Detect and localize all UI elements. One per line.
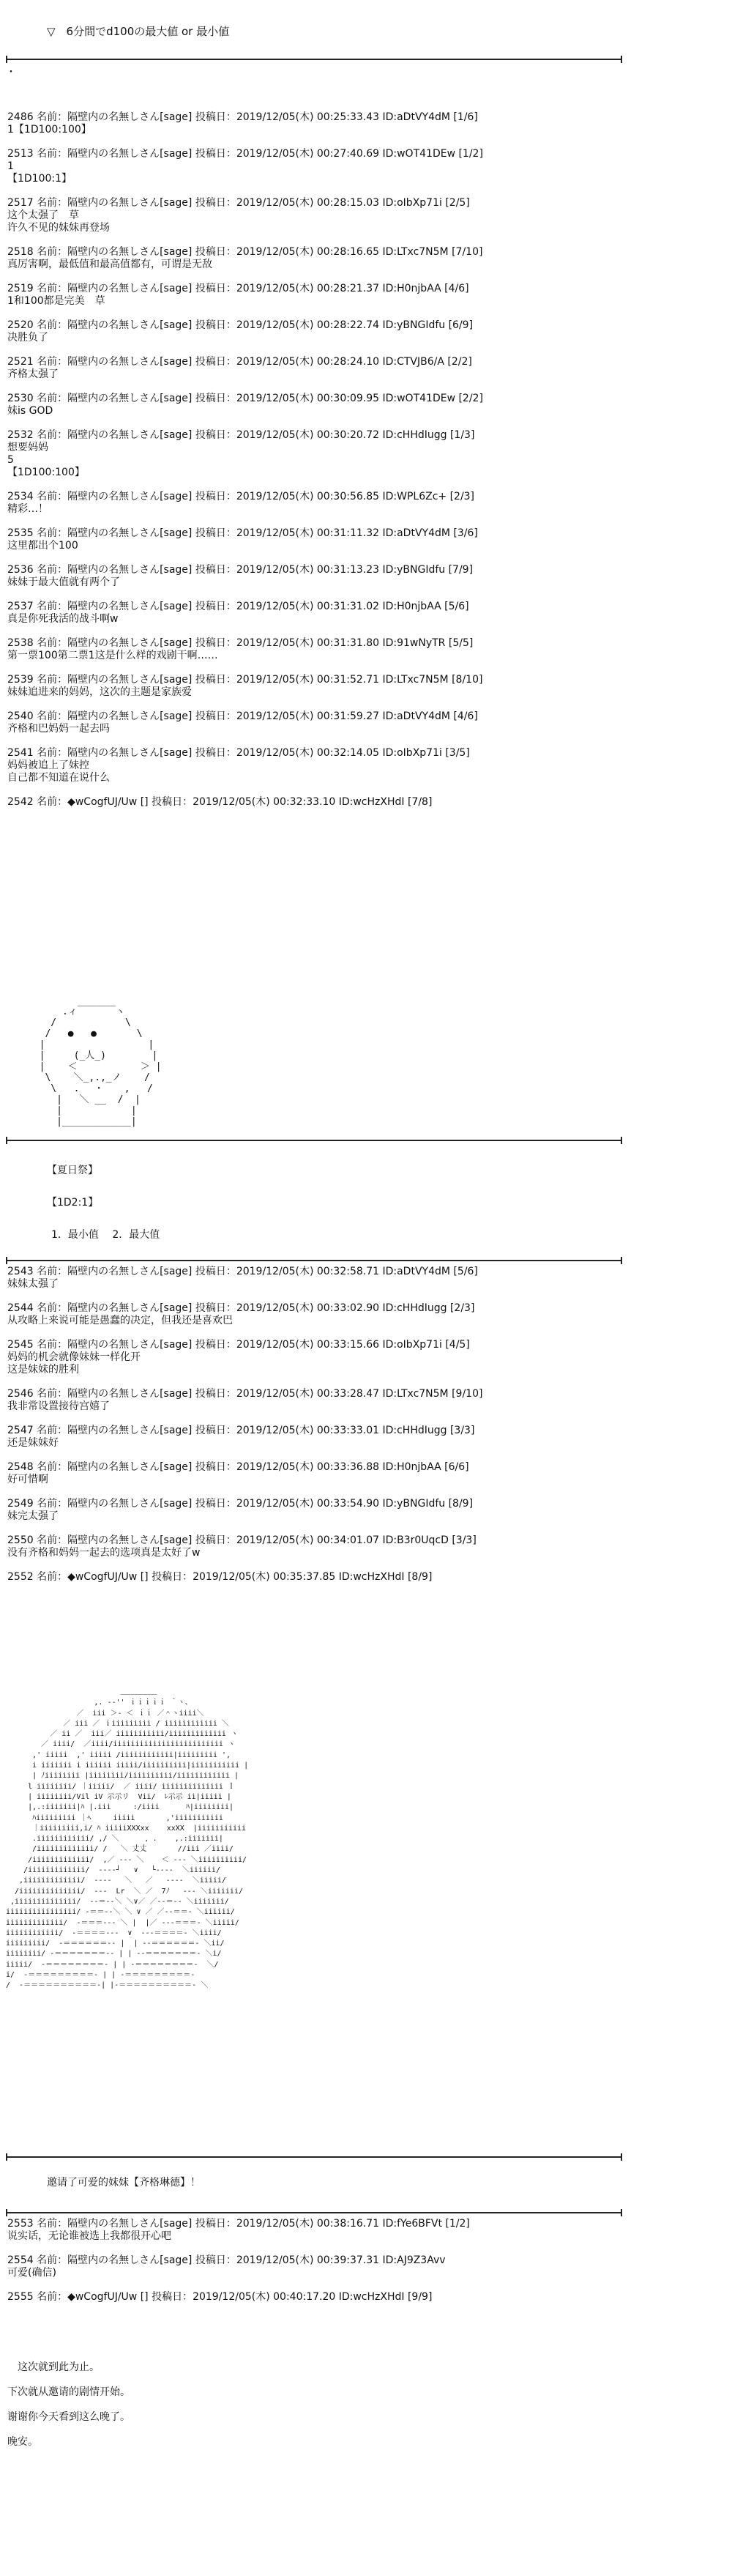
post-header: 2539 名前：隔壁内の名無しさん[sage] 投稿日：2019/12/05(木) 00:31:52.71 ID:LTxc7N5M [8/10] — [7, 674, 483, 686]
post-body-line: 妈妈被追上了妹控 — [7, 760, 89, 771]
post — [7, 491, 732, 516]
post-header: 2519 名前：隔壁内の名無しさん[sage] 投稿日：2019/12/05(木) 00:28:21.37 ID:H0njbAA [4/6] — [7, 283, 469, 294]
character-ascii-art: ＿＿＿＿＿ ,. -‐'' ｉｉｉｉｉ ｀ヽ、 ／ iii ＞‐ ＜ ｉｉ ／＾ヽiiii＼ ／ iii ／ ｉiiiiiiiii / iiiiiiiiiiii ＼ ／ ii ／ iii／ iiiiiiiiiii/iiiiiiiiiiiii ヽ ／ iiii/ ／iiii/iiiiiiiiiiiiiiiiiiiiiiiii ヽ ,' iiiii ,' iiiii /iiiiiiiiiiii|iiiiiiiii ', i iiiiiii i iiiiii iiiii/iiiiiiiiii|iiiiiiiiiii | | ﾉiiiiiiii |iiiiiiii/iiiiiiiiii/iiiiiiiiiiii | l iiiiiiii/ ｜iiiii/ ／ iiii/ iiiiiiiiiiiiii ｌ | iiiiiiii/Vil iV 示示リ Vii/ ﾚ示示 ii|iiiii | |,.:iiiiiii|ﾊ |.iii :/iiii ﾊ|iiiiiiii| ﾊiiiiiiiii ｜ﾍ iiiii ,'iiiiiiiiiii ｜iiiiiiiii,i/ ﾊ iiiiiXXXxx xxXX |iiiiiiiiiii .iiiiiiiiiiii/ ,/ ＼ ，. ,.:iiiiiii| /iiiiiiiiiiiii/ / ＼ 丈丈 //iii ／iiii/ /iiiiiiiiiiiii/ ,／ ‐‐‐ ＼ ＜ ‐‐‐ ＼iiiiiiiiii/ /iiiiiiiiiiiii/ ‐‐‐‐┘ ∨ └‐‐‐‐ ＼iiiiii/ ,iiiiiiiiiiiii/ ‐‐‐‐ ＼ ／ ‐‐‐‐ ＼iiiii/ /iiiiiiiiiiiiii/ ‐‐‐ Lr ＼ ／ 7ﾉ ‐‐‐ ＼iiiiiii/ ,iiiiiiiiiiiiii/ ‐‐＝‐‐＼ ＼∨／ ／‐‐＝‐‐ ＼iiiiiii/ iiiiiiiiiiiiiiii/ ‐＝＝‐‐＼ ＼ ∨ ／ ／‐‐＝＝‐ ＼iiiiii/ iiiiiiiiiiiii/ ‐＝＝＝‐‐‐ ＼ | |／ ‐‐‐＝＝＝‐ ＼iiiii/ iiiiiiiiiiii/ ‐＝＝＝＝‐‐‐ ∨ ‐‐‐＝＝＝＝‐ ＼iiii/ iiiiiiiii/ ‐＝＝＝＝＝＝‐‐ | | ‐‐＝＝＝＝＝＝‐ ＼ii/ iiiiiiii/ ‐＝＝＝＝＝＝＝‐‐ | | ‐‐＝＝＝＝＝＝＝‐ ＼i/ iiiii/ ‐＝＝＝＝＝＝＝＝‐ | | ‐＝＝＝＝＝＝＝＝‐ ＼/ i/ ‐＝＝＝＝＝＝＝＝＝‐ | | ‐＝＝＝＝＝＝＝＝＝‐ / ‐＝＝＝＝＝＝＝＝＝＝‐| |‐＝＝＝＝＝＝＝＝＝＝‐ ＼ — [6, 1688, 249, 1990]
closing-section — [0, 2361, 732, 2448]
post — [7, 527, 732, 552]
post — [7, 796, 732, 809]
post-body-line: 齐格和巴妈妈一起去吗 — [7, 723, 110, 735]
post-header: 2537 名前：隔壁内の名無しさん[sage] 投稿日：2019/12/05(木) 00:31:31.02 ID:H0njbAA [5/6] — [7, 601, 469, 612]
post — [7, 1571, 732, 1584]
post — [7, 1339, 732, 1376]
post-body-line: 这是妹妹的胜利 — [7, 1364, 79, 1376]
post — [7, 2254, 732, 2279]
closing-line: 晚安。 — [7, 2436, 38, 2448]
post-header: 2546 名前：隔壁内の名無しさん[sage] 投稿日：2019/12/05(木) 00:33:28.47 ID:LTxc7N5M [9/10] — [7, 1388, 483, 1400]
post-body-line: 1【1D100:100】 — [7, 124, 92, 136]
closing-line: 下次就从邀请的剧情开始。 — [7, 2386, 130, 2398]
post-body-line: 妹妹于最大值就有两个了 — [7, 576, 120, 588]
post-body-line: 好可惜啊 — [7, 1474, 48, 1485]
post — [7, 710, 732, 735]
post — [7, 1425, 732, 1450]
post-body-line: 1 — [7, 160, 14, 172]
post-header: 2553 名前：隔壁内の名無しさん[sage] 投稿日：2019/12/05(木) 00:38:16.71 ID:fYe6BFVt [1/2] — [7, 2218, 470, 2230]
invite-section — [0, 2177, 732, 2189]
post-body-line: 没有齐格和妈妈一起去的选项真是太好了w — [7, 1547, 201, 1559]
post — [7, 393, 732, 417]
post-header: 2540 名前：隔壁内の名無しさん[sage] 投稿日：2019/12/05(木) 00:31:59.27 ID:aDtVY4dM [4/6] — [7, 710, 478, 722]
divider-2 — [0, 1138, 732, 1143]
post — [7, 1534, 732, 1559]
post-body-line: 真厉害啊，最低值和最高值都有，可谓是无敌 — [7, 259, 212, 270]
post-body-line: 说实话，无论谁被选上我都很开心吧 — [7, 2230, 171, 2242]
post-header: 2535 名前：隔壁内の名無しさん[sage] 投稿日：2019/12/05(木) 00:31:11.32 ID:aDtVY4dM [3/6] — [7, 527, 478, 539]
post-header: 2521 名前：隔壁内の名無しさん[sage] 投稿日：2019/12/05(木) 00:28:24.10 ID:CTVJB6/A [2/2] — [7, 356, 472, 368]
vote-label: 【夏日祭】 — [47, 1165, 98, 1176]
post — [7, 1388, 732, 1413]
post — [7, 283, 732, 308]
post-body-line: 齐格太强了 — [7, 368, 59, 380]
invite-line: 邀请了可爱的妹妹【齐格琳德】！ — [47, 2177, 201, 2189]
post-header: 2532 名前：隔壁内の名無しさん[sage] 投稿日：2019/12/05(木) 00:30:20.72 ID:cHHdIugg [1/3] — [7, 429, 475, 441]
post — [7, 637, 732, 662]
separator-dot: ・ — [6, 67, 16, 78]
post-body-line: 【1D100:1】 — [7, 173, 72, 185]
post-header: 2538 名前：隔壁内の名無しさん[sage] 投稿日：2019/12/05(木) 00:31:31.80 ID:91wNyTR [5/5] — [7, 637, 474, 649]
post-header: 2541 名前：隔壁内の名無しさん[sage] 投稿日：2019/12/05(木) 00:32:14.05 ID:oIbXp71i [3/5] — [7, 747, 470, 759]
posts-block-b — [0, 1254, 732, 1584]
post — [7, 1498, 732, 1523]
post-header: 2542 名前：◆wCogfUJ/Uw [] 投稿日：2019/12/05(木) 00:32:33.10 ID:wcHzXHdI [7/8] — [7, 796, 433, 808]
post-body-line: 妈妈的机会就像妹妹一样化开 — [7, 1351, 141, 1363]
post-body-line: 妹妹太强了 — [7, 1278, 59, 1290]
post-body-line: 第一票100第二票1这是什么样的戏剧干啊…… — [7, 650, 218, 661]
divider-4 — [0, 2155, 732, 2159]
post-header: 2554 名前：隔壁内の名無しさん[sage] 投稿日：2019/12/05(木) 00:39:37.31 ID:AJ9Z3Avv — [7, 2254, 446, 2266]
post-body-line: 许久不见的妹妹再登场 — [7, 222, 110, 234]
post-header: 2486 名前：隔壁内の名無しさん[sage] 投稿日：2019/12/05(木) 00:25:33.43 ID:aDtVY4dM [1/6] — [7, 111, 478, 123]
post — [7, 429, 732, 479]
closing-line: 这次就到此为止。 — [18, 2361, 100, 2373]
face-ascii-art: .ィ￣￣￣￣ヽ / \ / ● ● \ | | | (_人_) | | ＜ ＞ | \ ＼_,.,_ノ / \ . ･ , / | ＼ __ / | | | |____________| — [39, 1006, 162, 1127]
vote-block — [0, 1165, 732, 1241]
post — [7, 111, 732, 136]
post — [7, 148, 732, 185]
post-body-line: 妹完太强了 — [7, 1510, 59, 1522]
post-header: 2543 名前：隔壁内の名無しさん[sage] 投稿日：2019/12/05(木) 00:32:58.71 ID:aDtVY4dM [5/6] — [7, 1266, 478, 1277]
post-header: 2530 名前：隔壁内の名無しさん[sage] 投稿日：2019/12/05(木) 00:30:09.95 ID:wOT41DEw [2/2] — [7, 393, 483, 404]
post-body-line: 精彩…！ — [7, 503, 48, 515]
post-body-line: 我非常设置接待宫嬉了 — [7, 1400, 110, 1412]
post-header: 2544 名前：隔壁内の名無しさん[sage] 投稿日：2019/12/05(木) 00:33:02.90 ID:cHHdIugg [2/3] — [7, 1302, 475, 1314]
closing-line: 谢谢你今天看到这么晚了。 — [7, 2411, 130, 2423]
post-body-line: 可爱(确信) — [7, 2267, 56, 2279]
post — [7, 1461, 732, 1486]
posts-block-c — [0, 2206, 732, 2304]
post-body-line: 妹is GOD — [7, 405, 53, 417]
post — [7, 246, 732, 271]
post-header: 2517 名前：隔壁内の名無しさん[sage] 投稿日：2019/12/05(木) 00:28:15.03 ID:oIbXp71i [2/5] — [7, 197, 470, 209]
page-title: ▽ 6分間でd100の最大値 or 最小値 — [47, 25, 230, 38]
post-body-line: 从攻略上来说可能是愚蠢的决定，但我还是喜欢巴 — [7, 1315, 233, 1326]
post-body-line: 自己都不知道在说什么 — [7, 772, 110, 784]
post-header: 2545 名前：隔壁内の名無しさん[sage] 投稿日：2019/12/05(木) 00:33:15.66 ID:oIbXp71i [4/5] — [7, 1339, 470, 1351]
post-body-line: 5 — [7, 454, 14, 466]
post-body-line: 这里都出个100 — [7, 540, 78, 552]
post-body-line: 【1D100:100】 — [7, 467, 85, 478]
post — [7, 1266, 732, 1291]
vote-options: 1．最小值 2．最大值 — [51, 1229, 160, 1241]
post — [7, 564, 732, 589]
post-body-line: 决胜负了 — [7, 332, 48, 344]
post-body-line: 想要妈妈 — [7, 442, 48, 453]
post-body-line: 这个太强了 草 — [7, 209, 79, 221]
post-body-line: 真是你死我活的战斗啊w — [7, 613, 119, 625]
post — [7, 1302, 732, 1327]
post-header: 2555 名前：◆wCogfUJ/Uw [] 投稿日：2019/12/05(木) 00:40:17.20 ID:wcHzXHdI [9/9] — [7, 2291, 433, 2303]
post-header: 2550 名前：隔壁内の名無しさん[sage] 投稿日：2019/12/05(木) 00:34:01.07 ID:B3r0UqcD [3/3] — [7, 1534, 477, 1546]
post — [7, 356, 732, 381]
face-ascii-art-section — [0, 996, 732, 1127]
post-body-line: 1和100都是完美 草 — [7, 295, 105, 307]
post-header: 2536 名前：隔壁内の名無しさん[sage] 投稿日：2019/12/05(木) 00:31:13.23 ID:yBNGIdfu [7/9] — [7, 564, 474, 576]
post — [7, 674, 732, 699]
post — [7, 319, 732, 344]
post-header: 2547 名前：隔壁内の名無しさん[sage] 投稿日：2019/12/05(木) 00:33:33.01 ID:cHHdIugg [3/3] — [7, 1425, 475, 1436]
post-header: 2513 名前：隔壁内の名無しさん[sage] 投稿日：2019/12/05(木) 00:27:40.69 ID:wOT41DEw [1/2] — [7, 148, 483, 160]
post-header: 2548 名前：隔壁内の名無しさん[sage] 投稿日：2019/12/05(木) 00:33:36.88 ID:H0njbAA [6/6] — [7, 1461, 469, 1473]
posts-block-a — [0, 100, 732, 809]
post-body-line: 还是妹妹好 — [7, 1437, 59, 1449]
post — [7, 2218, 732, 2243]
header-section — [0, 23, 732, 39]
vote-roll: 【1D2:1】 — [47, 1197, 99, 1209]
post — [7, 747, 732, 784]
post-header: 2518 名前：隔壁内の名無しさん[sage] 投稿日：2019/12/05(木) 00:28:16.65 ID:LTxc7N5M [7/10] — [7, 246, 483, 258]
post — [7, 601, 732, 626]
post — [7, 2291, 732, 2304]
post — [7, 197, 732, 234]
divider-1 — [0, 57, 732, 78]
post-header: 2534 名前：隔壁内の名無しさん[sage] 投稿日：2019/12/05(木) 00:30:56.85 ID:WPL6Zc+ [2/3] — [7, 491, 475, 502]
post-header: 2552 名前：◆wCogfUJ/Uw [] 投稿日：2019/12/05(木) 00:35:37.85 ID:wcHzXHdI [8/9] — [7, 1571, 433, 1583]
post-body-line: 妹妹追进来的妈妈，这次的主题是家族爱 — [7, 686, 192, 698]
post-header: 2549 名前：隔壁内の名無しさん[sage] 投稿日：2019/12/05(木) 00:33:54.90 ID:yBNGIdfu [8/9] — [7, 1498, 474, 1510]
character-ascii-art-section — [0, 1677, 732, 1992]
post-header: 2520 名前：隔壁内の名無しさん[sage] 投稿日：2019/12/05(木) 00:28:22.74 ID:yBNGIdfu [6/9] — [7, 319, 474, 331]
